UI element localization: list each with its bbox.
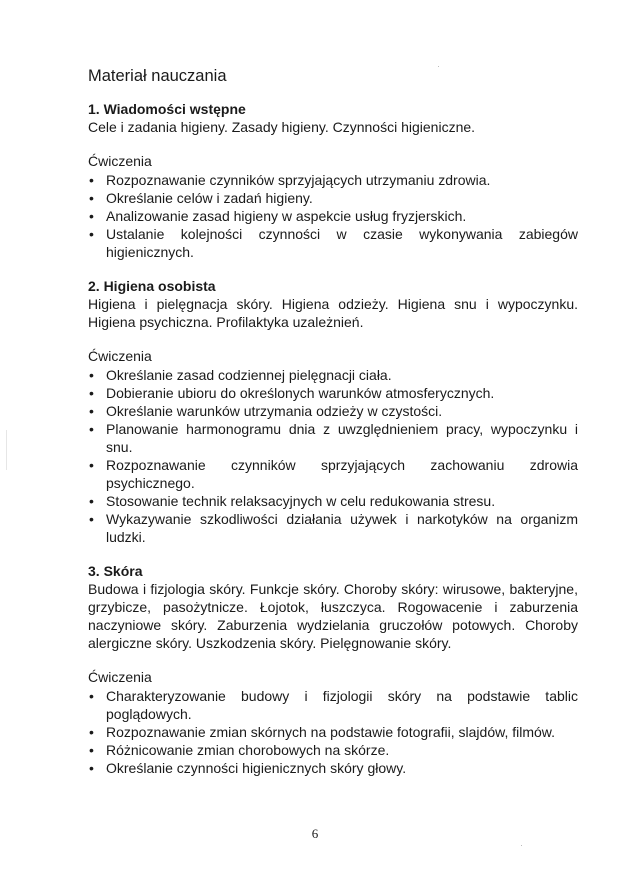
exercises-label: Ćwiczenia [88,669,152,685]
bullet-icon: • [89,367,94,383]
exercise-item [88,759,578,777]
exercise-item [88,189,578,207]
exercise-text: Planowanie harmonogramu dnia z uwzględnieniem pracy, wypoczynku i snu. [106,421,578,455]
exercise-item [88,171,578,189]
exercises-label: Ćwiczenia [88,348,152,364]
exercise-item [88,510,578,546]
bullet-icon: • [89,421,94,437]
exercise-item [88,384,578,402]
page-number: 6 [311,826,319,841]
bullet-icon: • [89,172,94,188]
bullet-icon: • [89,208,94,224]
exercise-item [88,723,578,741]
exercise-text: Ustalanie kolejności czynności w czasie wykonywania zabiegów higienicznych. [106,226,578,260]
section-heading: 2. Higiena osobista [88,278,216,294]
section-heading: 1. Wiadomości wstępne [88,101,246,117]
scan-speck [521,845,522,846]
exercise-text: Rozpoznawanie czynników sprzyjających utrzymaniu zdrowia. [106,172,491,188]
section-text: Higiena i pielęgnacja skóry. Higiena odzieży. Higiena snu i wypoczynku. Higiena psychiczna. Profilaktyka uzależnień. [88,296,578,330]
bullet-icon: • [89,493,94,509]
bullet-icon: • [89,760,94,776]
exercise-text: Określanie warunków utrzymania odzieży w czystości. [106,403,443,419]
exercise-text: Określanie celów i zadań higieny. [106,190,313,206]
scan-speck [6,430,7,470]
section-3 [88,562,578,777]
bullet-icon: • [89,724,94,740]
exercise-item [88,420,578,456]
scan-speck [438,66,439,67]
exercises-label: Ćwiczenia [88,153,152,169]
exercises-list [88,171,578,261]
exercise-text: Charakteryzowanie budowy i fizjologii skóry na podstawie tablic poglądowych. [106,688,578,722]
bullet-icon: • [89,403,94,419]
exercise-text: Określanie czynności higienicznych skóry głowy. [106,760,407,776]
exercise-text: Różnicowanie zmian chorobowych na skórze. [106,742,390,758]
exercise-item [88,225,578,261]
exercise-text: Stosowanie technik relaksacyjnych w celu redukowania stresu. [106,493,496,509]
document-title: Materiał nauczania [88,67,227,85]
section-heading: 3. Skóra [88,563,143,579]
bullet-icon: • [89,457,94,473]
exercise-text: Rozpoznawanie zmian skórnych na podstawie fotografii, slajdów, filmów. [106,724,556,740]
exercise-text: Określanie zasad codziennej pielęgnacji ciała. [106,367,392,383]
exercise-item [88,366,578,384]
bullet-icon: • [89,190,94,206]
section-text: Cele i zadania higieny. Zasady higieny. Czynności higieniczne. [88,119,476,135]
exercise-text: Wykazywanie szkodliwości działania używek i narkotyków na organizm ludzki. [106,511,578,545]
exercises-list [88,687,578,777]
exercise-text: Analizowanie zasad higieny w aspekcie usług fryzjerskich. [106,208,467,224]
exercise-item [88,207,578,225]
exercise-text: Rozpoznawanie czynników sprzyjających zachowaniu zdrowia psychicznego. [106,457,578,491]
exercise-item [88,456,578,492]
bullet-icon: • [89,742,94,758]
bullet-icon: • [89,226,94,242]
exercise-item [88,741,578,759]
bullet-icon: • [89,511,94,527]
section-1 [88,100,578,261]
exercise-item [88,687,578,723]
bullet-icon: • [89,688,94,704]
exercises-list [88,366,578,546]
section-text: Budowa i fizjologia skóry. Funkcje skóry. Choroby skóry: wirusowe, bakteryjne, grzybicze, pasożytnicze. Łojotok, łuszczyca. Rogowacenie i zaburzenia naczyniowe skóry. Zaburzenia wydzielania gruczołów potowych. Choroby alergiczne skóry. Uszkodzenia skóry. Pielęgnowanie skóry. [88,581,578,651]
document-content [88,100,578,793]
exercise-item [88,492,578,510]
exercise-text: Dobieranie ubioru do określonych warunków atmosferycznych. [106,385,495,401]
bullet-icon: • [89,385,94,401]
exercise-item [88,402,578,420]
section-2 [88,277,578,546]
